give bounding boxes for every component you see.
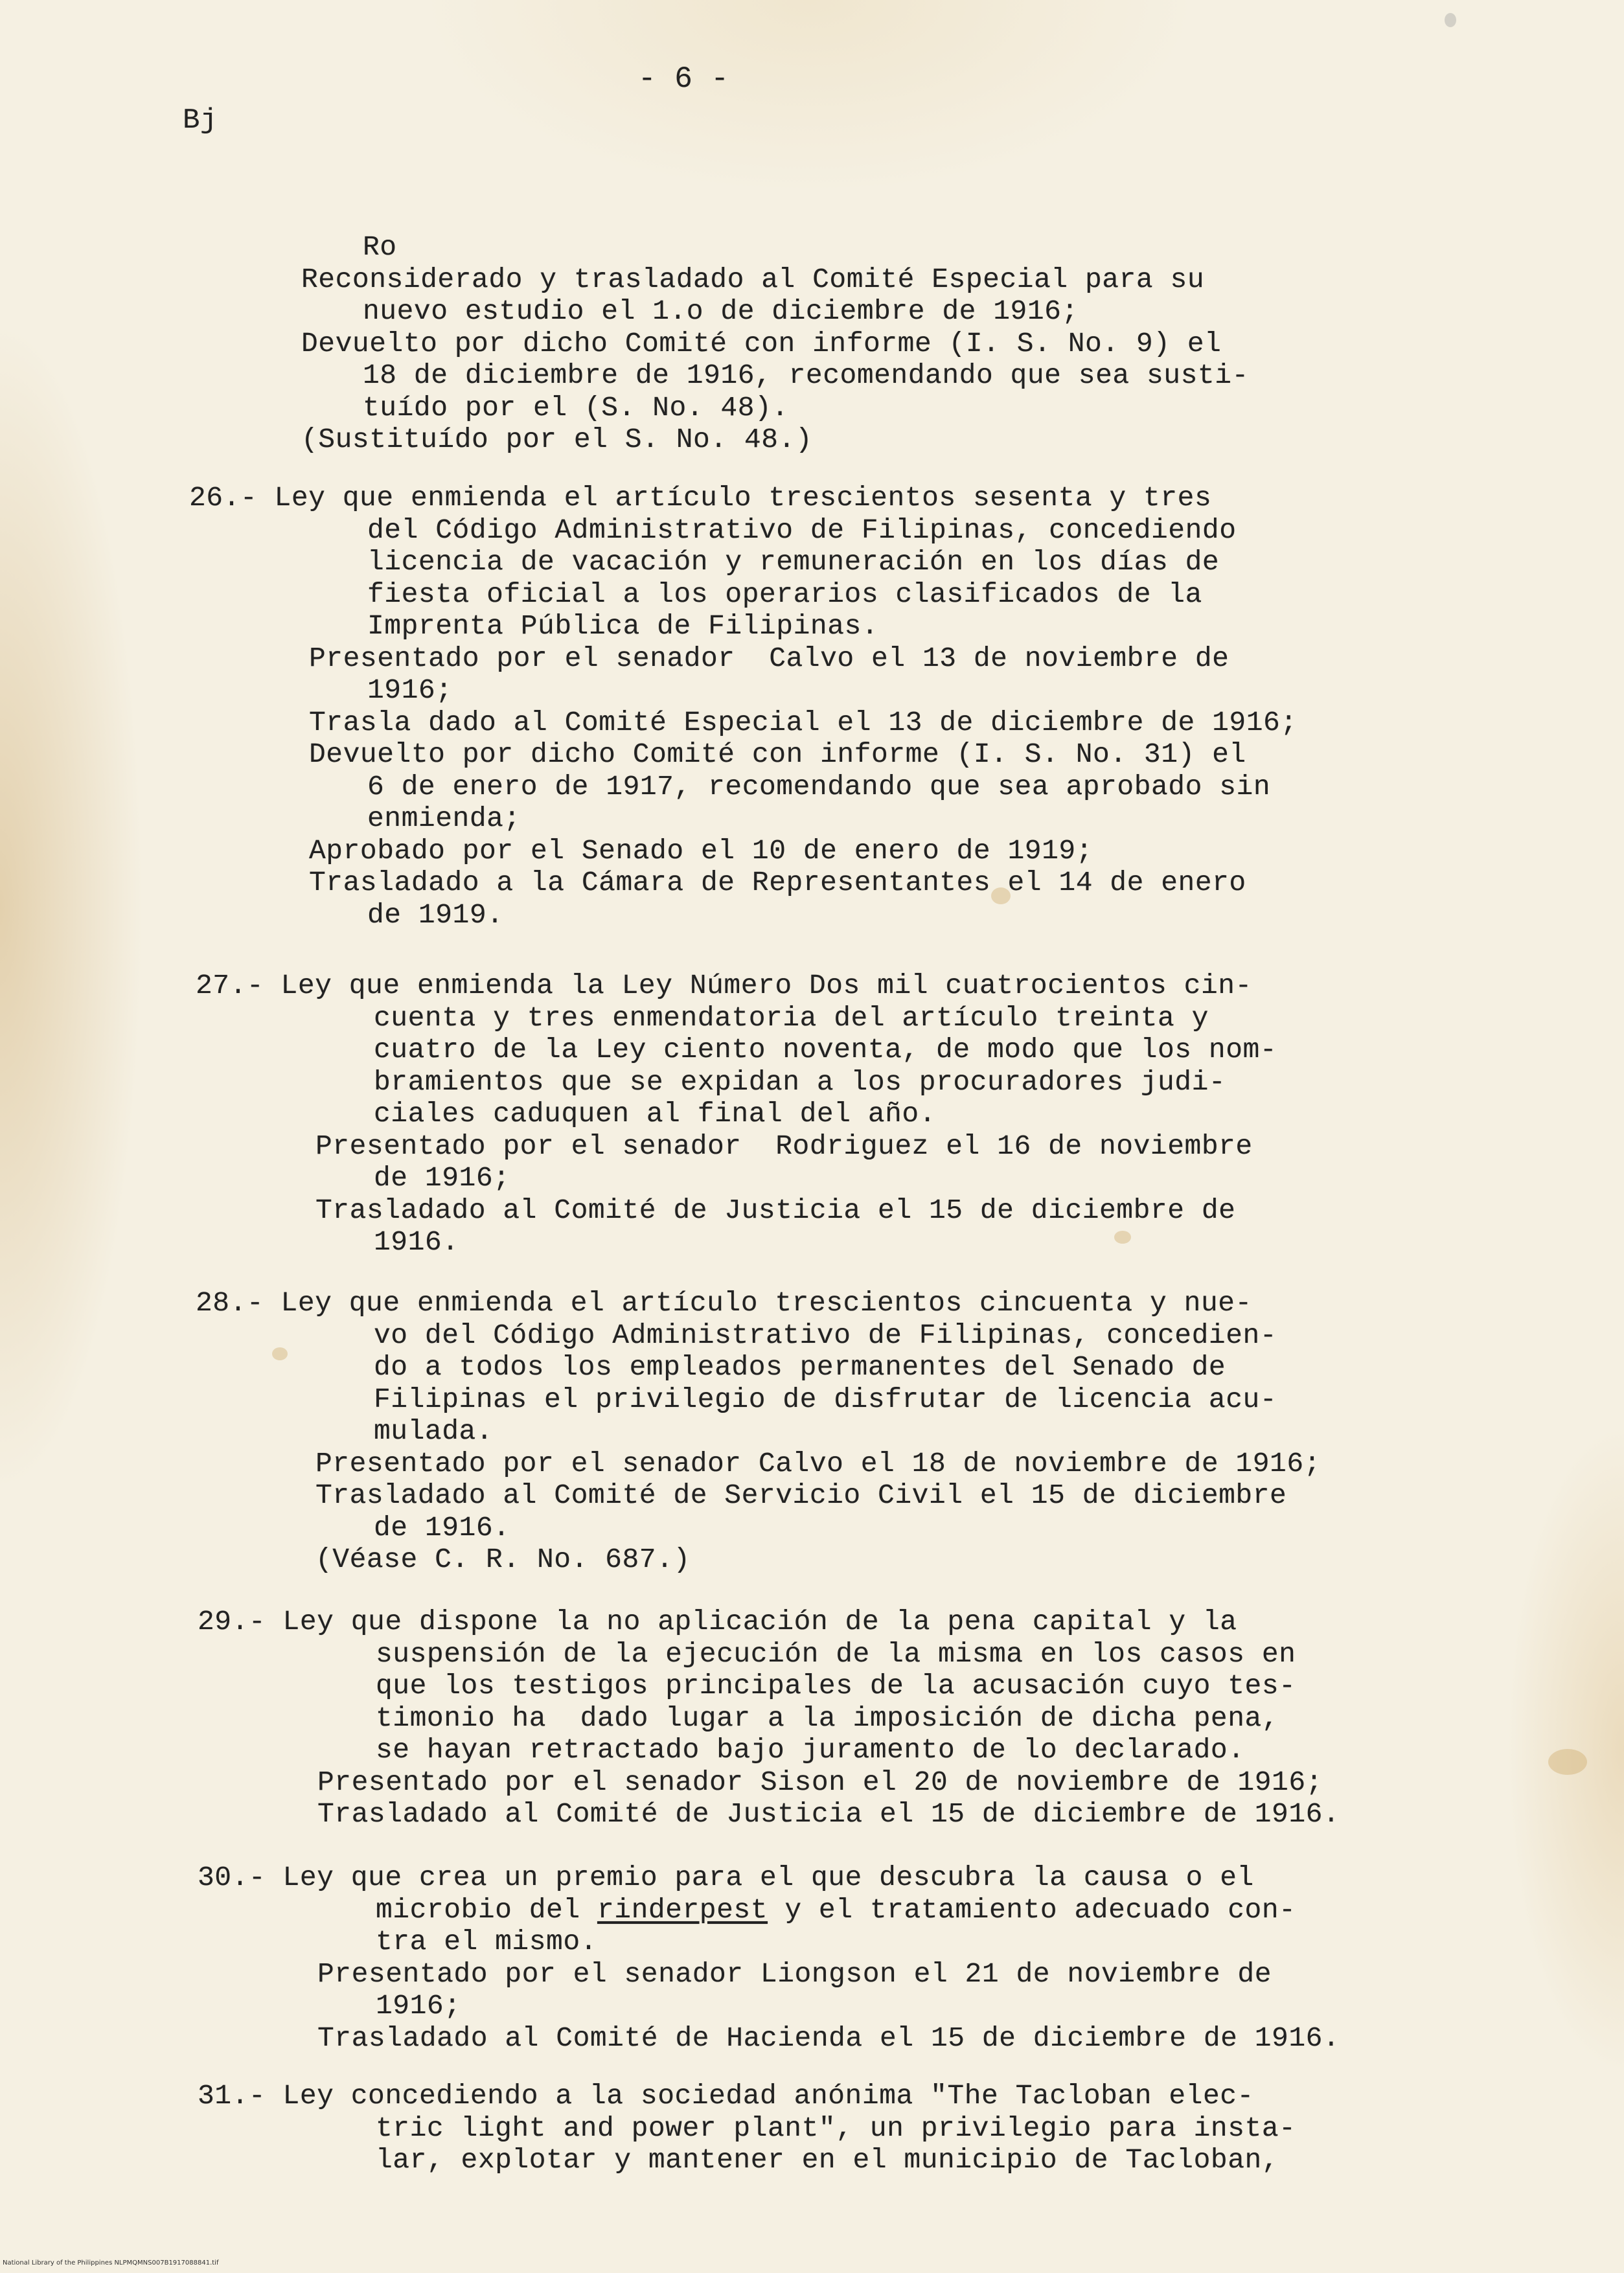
- text-line: mulada.: [374, 1415, 494, 1447]
- text-line: (Véase C. R. No. 687.): [315, 1544, 691, 1575]
- text-line: 1916.: [374, 1226, 459, 1258]
- text-line: Devuelto por dicho Comité con informe (I. S. No. 31) el: [309, 738, 1246, 770]
- text-line: Presentado por el senador Sison el 20 de noviembre de 1916;: [317, 1766, 1323, 1798]
- text-fragment: y el tratamiento adecuado con-: [768, 1893, 1296, 1926]
- page-number: - 6 -: [638, 62, 729, 96]
- text-line: (Sustituído por el S. No. 48.): [301, 424, 813, 455]
- text-line: bramientos que se expidan a los procuradores judi-: [374, 1066, 1226, 1098]
- text-line: tric light and power plant", un privilegio para insta-: [376, 2112, 1296, 2144]
- text-fragment: microbio del: [376, 1893, 597, 1926]
- entry-31: [198, 2016, 1296, 2241]
- text-line: 1916;: [376, 1990, 461, 2022]
- text-line: nuevo estudio el 1.o de diciembre de 1916;: [363, 295, 1079, 327]
- text-line: del Código Administrativo de Filipinas, concediendo: [367, 514, 1237, 546]
- text-line: Trasladado a la Cámara de Representantes el 14 de enero: [309, 867, 1246, 898]
- text-line: timonio ha dado lugar a la imposición de dicha pena,: [376, 1702, 1279, 1734]
- text-line: 6 de enero de 1917, recomendando que sea aprobado sin: [367, 770, 1271, 803]
- text-line: tuído por el (S. No. 48).: [363, 391, 789, 424]
- paper-stain: [1548, 1749, 1587, 1775]
- text-line: Presentado por el senador Rodriguez el 16 de noviembre: [315, 1130, 1253, 1162]
- entry-heading: 29.- Ley que dispone la no aplicación de la pena capital y la: [198, 1606, 1237, 1638]
- entry-heading: 27.- Ley que enmienda la Ley Número Dos mil cuatrocientos cin-: [196, 970, 1252, 1001]
- entry-heading: 28.- Ley que enmienda el artículo trescientos cincuenta y nue-: [196, 1287, 1252, 1319]
- text-line: Trasla dado al Comité Especial el 13 de diciembre de 1916;: [309, 706, 1298, 738]
- text-line: licencia de vacación y remuneración en los días de: [367, 546, 1220, 578]
- text-line: Aprobado por el Senado el 10 de enero de 1919;: [309, 834, 1093, 867]
- text-line: Trasladado al Comité de Hacienda el 15 de diciembre de 1916.: [317, 2022, 1340, 2054]
- text-line: Ro: [363, 231, 397, 263]
- text-line: [376, 1894, 1340, 1926]
- paper-stain: [1445, 13, 1456, 27]
- text-line: Trasladado al Comité de Servicio Civil el 15 de diciembre: [315, 1479, 1287, 1511]
- text-line: 18 de diciembre de 1916, recomendando que sea susti-: [363, 360, 1249, 391]
- text-line: suspensión de la ejecución de la misma en los casos en: [376, 1638, 1296, 1670]
- text-line: se hayan retractado bajo juramento de lo declarado.: [376, 1734, 1245, 1766]
- text-line: 1916;: [367, 674, 453, 706]
- text-line: Trasladado al Comité de Justicia el 15 de diciembre de: [315, 1194, 1236, 1226]
- text-line: fiesta oficial a los operarios clasificados de la: [367, 578, 1202, 610]
- text-line: Trasladado al Comité de Justicia el 15 de diciembre de 1916.: [317, 1798, 1340, 1830]
- text-line: de 1919.: [367, 898, 504, 931]
- text-line: Reconsiderado y trasladado al Comité Especial para su: [301, 263, 1205, 295]
- text-line: tra el mismo.: [376, 1926, 597, 1958]
- text-line: de 1916.: [374, 1511, 510, 1544]
- text-line: ciales caduquen al final del año.: [374, 1098, 937, 1130]
- text-line: Imprenta Pública de Filipinas.: [367, 610, 879, 642]
- archive-footer: National Library of the Philippines NLPMQMNS007B1917088841.tif: [3, 2259, 219, 2267]
- text-line: vo del Código Administrativo de Filipinas, concedien-: [374, 1319, 1277, 1351]
- entry-heading: 26.- Ley que enmienda el artículo trescientos sesenta y tres: [189, 482, 1212, 514]
- text-line: do a todos los empleados permanentes del Senado de: [374, 1351, 1226, 1383]
- text-line: que los testigos principales de la acusación cuyo tes-: [376, 1670, 1296, 1702]
- typist-initials: Bj: [183, 104, 218, 137]
- text-line: Devuelto por dicho Comité con informe (I. S. No. 9) el: [301, 327, 1222, 360]
- underlined-term: rinderpest: [597, 1893, 768, 1926]
- text-line: Presentado por el senador Calvo el 18 de noviembre de 1916;: [315, 1447, 1321, 1479]
- text-line: Filipinas el privilegio de disfrutar de licencia acu-: [374, 1383, 1277, 1415]
- text-line: enmienda;: [367, 803, 521, 834]
- text-line: cuenta y tres enmendatoria del artículo treinta y: [374, 1001, 1209, 1034]
- text-line: Presentado por el senador Calvo el 13 de noviembre de: [309, 642, 1229, 674]
- text-line: Presentado por el senador Liongson el 21 de noviembre de: [317, 1958, 1272, 1990]
- text-line: de 1916;: [374, 1162, 510, 1194]
- text-line: cuatro de la Ley ciento noventa, de modo que los nom-: [374, 1034, 1277, 1066]
- entry-heading: 31.- Ley concediendo a la sociedad anónima "The Tacloban elec-: [198, 2080, 1254, 2112]
- text-line: lar, explotar y mantener en el municipio de Tacloban,: [376, 2144, 1279, 2176]
- entry-heading: 30.- Ley que crea un premio para el que descubra la causa o el: [198, 1862, 1254, 1893]
